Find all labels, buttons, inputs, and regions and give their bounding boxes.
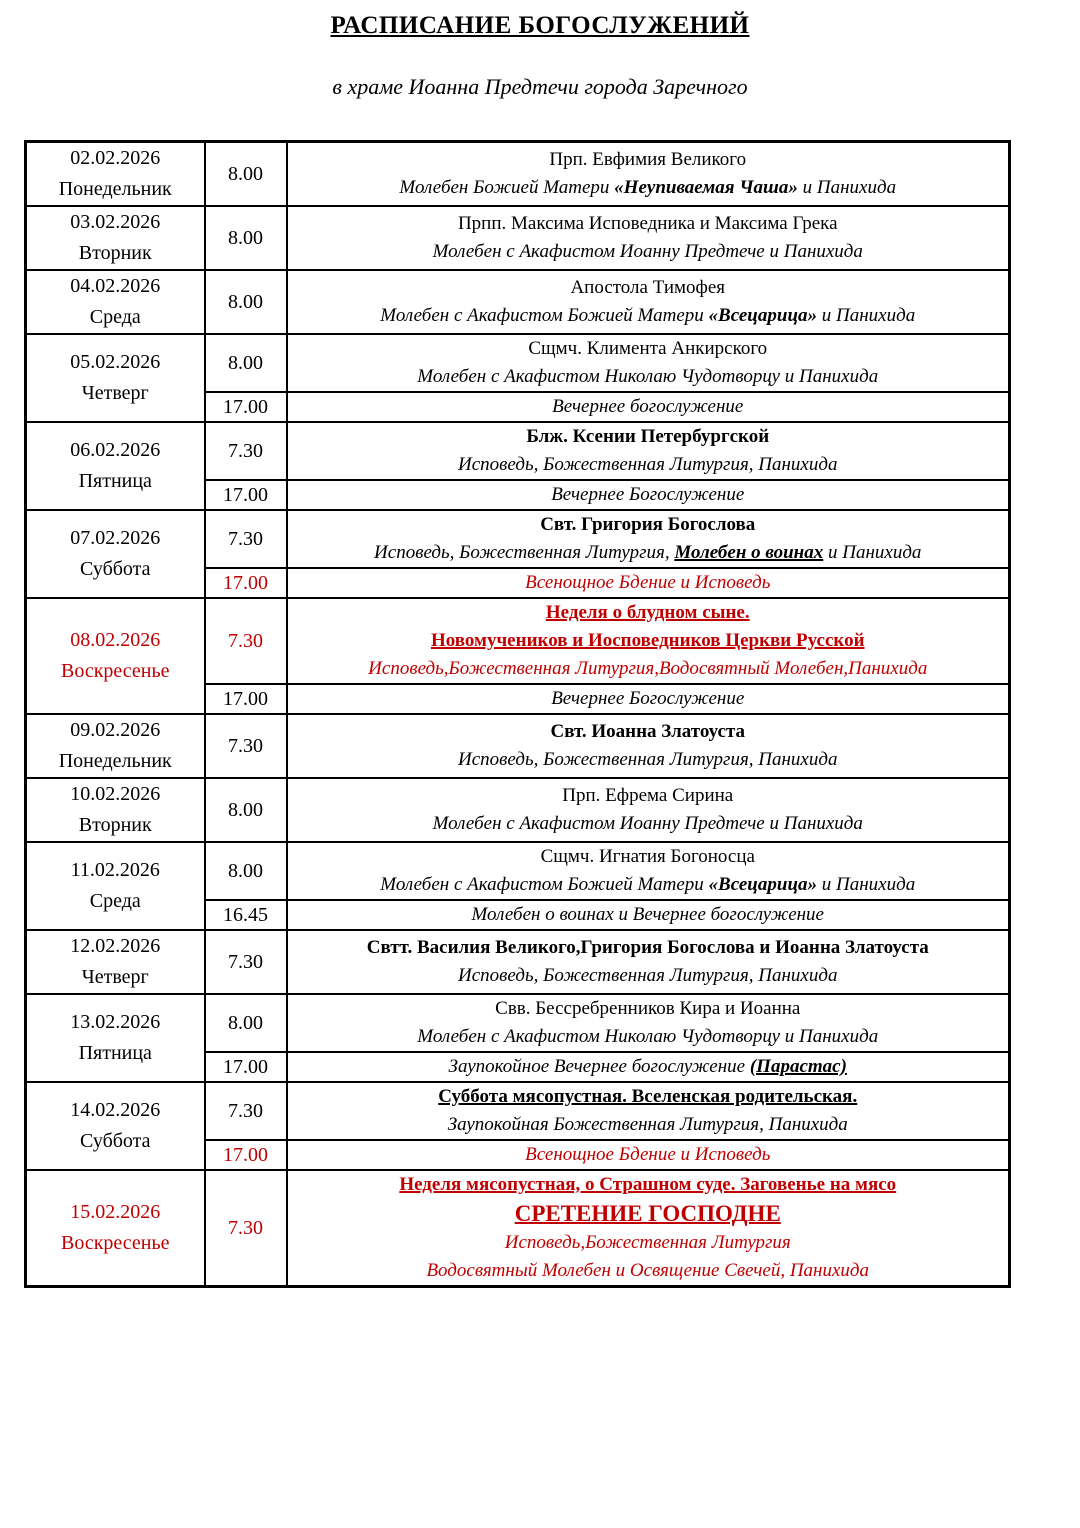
text-segment: Исповедь,Божественная Литургия: [504, 1232, 791, 1253]
date-cell: [26, 778, 205, 842]
date-cell: [26, 270, 205, 334]
date-text: 13.02.2026: [70, 1011, 161, 1033]
schedule-row: [26, 334, 1010, 392]
time-cell: 17.00: [205, 480, 287, 510]
text-segment: Неделя мясопустная, о Страшном суде. Заговенье на мясо: [399, 1174, 897, 1195]
schedule-row: [26, 930, 1010, 994]
text-segment: Прп. Ефрема Сирина: [562, 785, 734, 806]
time-cell: 7.30: [205, 510, 287, 568]
weekday-text: Четверг: [81, 382, 149, 404]
text-segment: Молебен с Акафистом Божией Матери: [380, 305, 709, 326]
text-segment: и Панихида: [817, 874, 916, 895]
date-text: 15.02.2026: [70, 1201, 161, 1223]
service-line: [292, 871, 1005, 899]
service-line: [292, 210, 1005, 238]
time-cell: 8.00: [205, 994, 287, 1052]
text-segment: Блж. Ксении Петербургской: [526, 426, 770, 447]
text-segment: Сщмч. Климента Анкирского: [528, 338, 768, 359]
text-segment: Водосвятный Молебен и Освящение Свечей, Панихида: [426, 1260, 870, 1281]
text-segment: Молебен с Акафистом Иоанну Предтече и Панихида: [432, 813, 863, 834]
text-segment: Свтт. Василия Великого,Григория Богослова и Иоанна Златоуста: [366, 937, 929, 958]
schedule-row: [26, 598, 1010, 684]
date-cell: [26, 334, 205, 422]
time-cell: 7.30: [205, 930, 287, 994]
time-cell: 8.00: [205, 270, 287, 334]
text-segment: Молебен с Акафистом Божией Матери: [380, 874, 709, 895]
service-line: [292, 685, 1005, 713]
service-line: [292, 363, 1005, 391]
service-line: [292, 146, 1005, 174]
date-text: 10.02.2026: [70, 783, 161, 805]
weekday-text: Среда: [89, 306, 141, 328]
weekday-text: Суббота: [79, 1130, 151, 1152]
text-segment: СРЕТЕНИЕ ГОСПОДНЕ: [514, 1201, 781, 1226]
text-segment: Заупокойное Вечернее богослужение: [448, 1056, 750, 1077]
time-cell: 8.00: [205, 778, 287, 842]
service-cell: [287, 1052, 1010, 1082]
weekday-text: Среда: [89, 890, 141, 912]
schedule-row: [26, 842, 1010, 900]
service-line: [292, 995, 1005, 1023]
time-cell: 17.00: [205, 392, 287, 422]
service-line: [292, 782, 1005, 810]
service-line: [292, 962, 1005, 990]
date-cell: [26, 598, 205, 714]
weekday-text: Пятница: [78, 470, 152, 492]
text-segment: Молебен Божией Матери: [399, 177, 615, 198]
date-text: 05.02.2026: [70, 351, 161, 373]
service-cell: [287, 206, 1010, 270]
text-segment: Исповедь, Божественная Литургия, Панихида: [458, 454, 838, 475]
text-segment: Всенощное Бдение и Исповедь: [525, 572, 771, 593]
schedule-row: [26, 142, 1010, 207]
time-cell: 16.45: [205, 900, 287, 930]
service-line: [292, 599, 1005, 627]
weekday-text: Четверг: [81, 966, 149, 988]
service-line: [292, 569, 1005, 597]
service-cell: [287, 568, 1010, 598]
date-cell: [26, 842, 205, 930]
date-text: 14.02.2026: [70, 1099, 161, 1121]
time-cell: 7.30: [205, 714, 287, 778]
service-line: [292, 238, 1005, 266]
service-line: [292, 393, 1005, 421]
service-cell: [287, 1140, 1010, 1170]
time-cell: 8.00: [205, 334, 287, 392]
date-text: 07.02.2026: [70, 527, 161, 549]
text-segment: Исповедь, Божественная Литургия,: [374, 542, 675, 563]
time-cell: 7.30: [205, 598, 287, 684]
service-cell: [287, 422, 1010, 480]
text-segment: Прпп. Максима Исповедника и Максима Грека: [457, 213, 838, 234]
text-segment: Прп. Евфимия Великого: [549, 149, 747, 170]
date-cell: [26, 142, 205, 207]
text-segment: Молебен с Акафистом Иоанну Предтече и Панихида: [432, 241, 863, 262]
service-cell: [287, 1170, 1010, 1287]
weekday-text: Понедельник: [58, 750, 172, 772]
service-cell: [287, 1082, 1010, 1140]
text-segment: и Панихида: [823, 542, 922, 563]
weekday-text: Понедельник: [58, 178, 172, 200]
text-segment: (Парастас): [749, 1056, 847, 1077]
schedule-row: [26, 1082, 1010, 1140]
service-line: [292, 302, 1005, 330]
date-cell: [26, 510, 205, 598]
date-cell: [26, 714, 205, 778]
service-cell: [287, 510, 1010, 568]
service-line: [292, 718, 1005, 746]
service-line: [292, 934, 1005, 962]
schedule-row: [26, 422, 1010, 480]
weekday-text: Воскресенье: [60, 660, 170, 682]
schedule-table-body: [26, 142, 1010, 1287]
time-cell: 8.00: [205, 206, 287, 270]
text-segment: Исповедь, Божественная Литургия, Панихида: [458, 749, 838, 770]
service-line: [292, 810, 1005, 838]
service-line: [292, 539, 1005, 567]
page-title: РАСПИСАНИЕ БОГОСЛУЖЕНИЙ: [330, 12, 750, 39]
date-cell: [26, 930, 205, 994]
service-line: [292, 1171, 1005, 1199]
service-line: [292, 1111, 1005, 1139]
service-line: [292, 901, 1005, 929]
weekday-text: Суббота: [79, 558, 151, 580]
schedule-row: [26, 206, 1010, 270]
text-segment: «Неупиваемая Чаша»: [614, 177, 798, 198]
service-line: [292, 451, 1005, 479]
date-text: 11.02.2026: [70, 859, 160, 881]
service-line: [292, 423, 1005, 451]
weekday-text: Пятница: [78, 1042, 152, 1064]
service-cell: [287, 392, 1010, 422]
service-cell: [287, 334, 1010, 392]
text-segment: Суббота мясопустная. Вселенская родительская.: [438, 1086, 858, 1107]
service-cell: [287, 994, 1010, 1052]
service-line: [292, 511, 1005, 539]
text-segment: и Панихида: [797, 177, 897, 198]
date-text: 04.02.2026: [70, 275, 161, 297]
service-line: [292, 746, 1005, 774]
text-segment: Молебен о воинах и Вечернее богослужение: [471, 904, 824, 925]
text-segment: «Всецарица»: [708, 305, 818, 326]
service-cell: [287, 142, 1010, 207]
date-cell: [26, 422, 205, 510]
date-text: 12.02.2026: [70, 935, 161, 957]
service-cell: [287, 270, 1010, 334]
text-segment: Свт. Иоанна Златоуста: [550, 721, 746, 742]
text-segment: Апостола Тимофея: [570, 277, 726, 298]
text-segment: Неделя о блудном сыне.: [545, 602, 750, 623]
schedule-row: [26, 994, 1010, 1052]
time-cell: 7.30: [205, 1170, 287, 1287]
service-cell: [287, 900, 1010, 930]
text-segment: Исповедь, Божественная Литургия, Панихида: [458, 965, 838, 986]
date-cell: [26, 994, 205, 1082]
text-segment: Вечернее Богослужение: [551, 688, 745, 709]
time-cell: 8.00: [205, 842, 287, 900]
time-cell: 17.00: [205, 1140, 287, 1170]
weekday-text: Воскресенье: [60, 1232, 170, 1254]
time-cell: 17.00: [205, 1052, 287, 1082]
date-cell: [26, 1082, 205, 1170]
time-cell: 17.00: [205, 568, 287, 598]
service-cell: [287, 684, 1010, 714]
weekday-text: Вторник: [78, 814, 152, 836]
date-cell: [26, 1170, 205, 1287]
schedule-row: [26, 270, 1010, 334]
text-segment: Сщмч. Игнатия Богоносца: [540, 846, 755, 867]
text-segment: Молебен с Акафистом Николаю Чудотворцу и Панихида: [417, 366, 879, 387]
time-cell: 7.30: [205, 1082, 287, 1140]
service-line: [292, 1257, 1005, 1285]
service-line: [292, 655, 1005, 683]
date-text: 09.02.2026: [70, 719, 161, 741]
text-segment: и Панихида: [817, 305, 916, 326]
service-line: [292, 1141, 1005, 1169]
date-text: 06.02.2026: [70, 439, 161, 461]
schedule-row: [26, 1170, 1010, 1287]
service-line: [292, 481, 1005, 509]
schedule-row: [26, 510, 1010, 568]
text-segment: Вечернее богослужение: [552, 396, 744, 417]
service-line: [292, 274, 1005, 302]
time-cell: 17.00: [205, 684, 287, 714]
service-line: [292, 335, 1005, 363]
service-line: [292, 1083, 1005, 1111]
page-subtitle: в храме Иоанна Предтечи города Заречного: [332, 74, 748, 99]
service-cell: [287, 930, 1010, 994]
date-text: 02.02.2026: [70, 147, 161, 169]
service-line: [292, 1053, 1005, 1081]
text-segment: Молебен с Акафистом Николаю Чудотворцу и Панихида: [417, 1026, 879, 1047]
service-cell: [287, 714, 1010, 778]
service-cell: [287, 778, 1010, 842]
text-segment: Свт. Григория Богослова: [540, 514, 756, 535]
schedule-table: [24, 140, 1011, 1288]
text-segment: Исповедь,Божественная Литургия,Водосвятный Молебен,Панихида: [368, 658, 928, 679]
text-segment: Новомучеников и Иосповедников Церкви Русской: [430, 630, 865, 651]
weekday-text: Вторник: [78, 242, 152, 264]
text-segment: Молебен о воинах: [674, 542, 824, 563]
service-cell: [287, 480, 1010, 510]
time-cell: 8.00: [205, 142, 287, 207]
date-cell: [26, 206, 205, 270]
text-segment: Свв. Бессребренников Кира и Иоанна: [495, 998, 801, 1019]
text-segment: «Всецарица»: [708, 874, 818, 895]
date-text: 08.02.2026: [70, 629, 161, 651]
service-line: [292, 1199, 1005, 1229]
service-cell: [287, 842, 1010, 900]
service-line: [292, 627, 1005, 655]
time-cell: 7.30: [205, 422, 287, 480]
schedule-row: [26, 778, 1010, 842]
service-line: [292, 1023, 1005, 1051]
text-segment: Всенощное Бдение и Исповедь: [525, 1144, 771, 1165]
text-segment: Вечернее Богослужение: [551, 484, 745, 505]
service-line: [292, 174, 1005, 202]
text-segment: Заупокойная Божественная Литургия, Панихида: [447, 1114, 848, 1135]
service-line: [292, 843, 1005, 871]
service-cell: [287, 598, 1010, 684]
date-text: 03.02.2026: [70, 211, 161, 233]
schedule-row: [26, 714, 1010, 778]
service-line: [292, 1229, 1005, 1257]
